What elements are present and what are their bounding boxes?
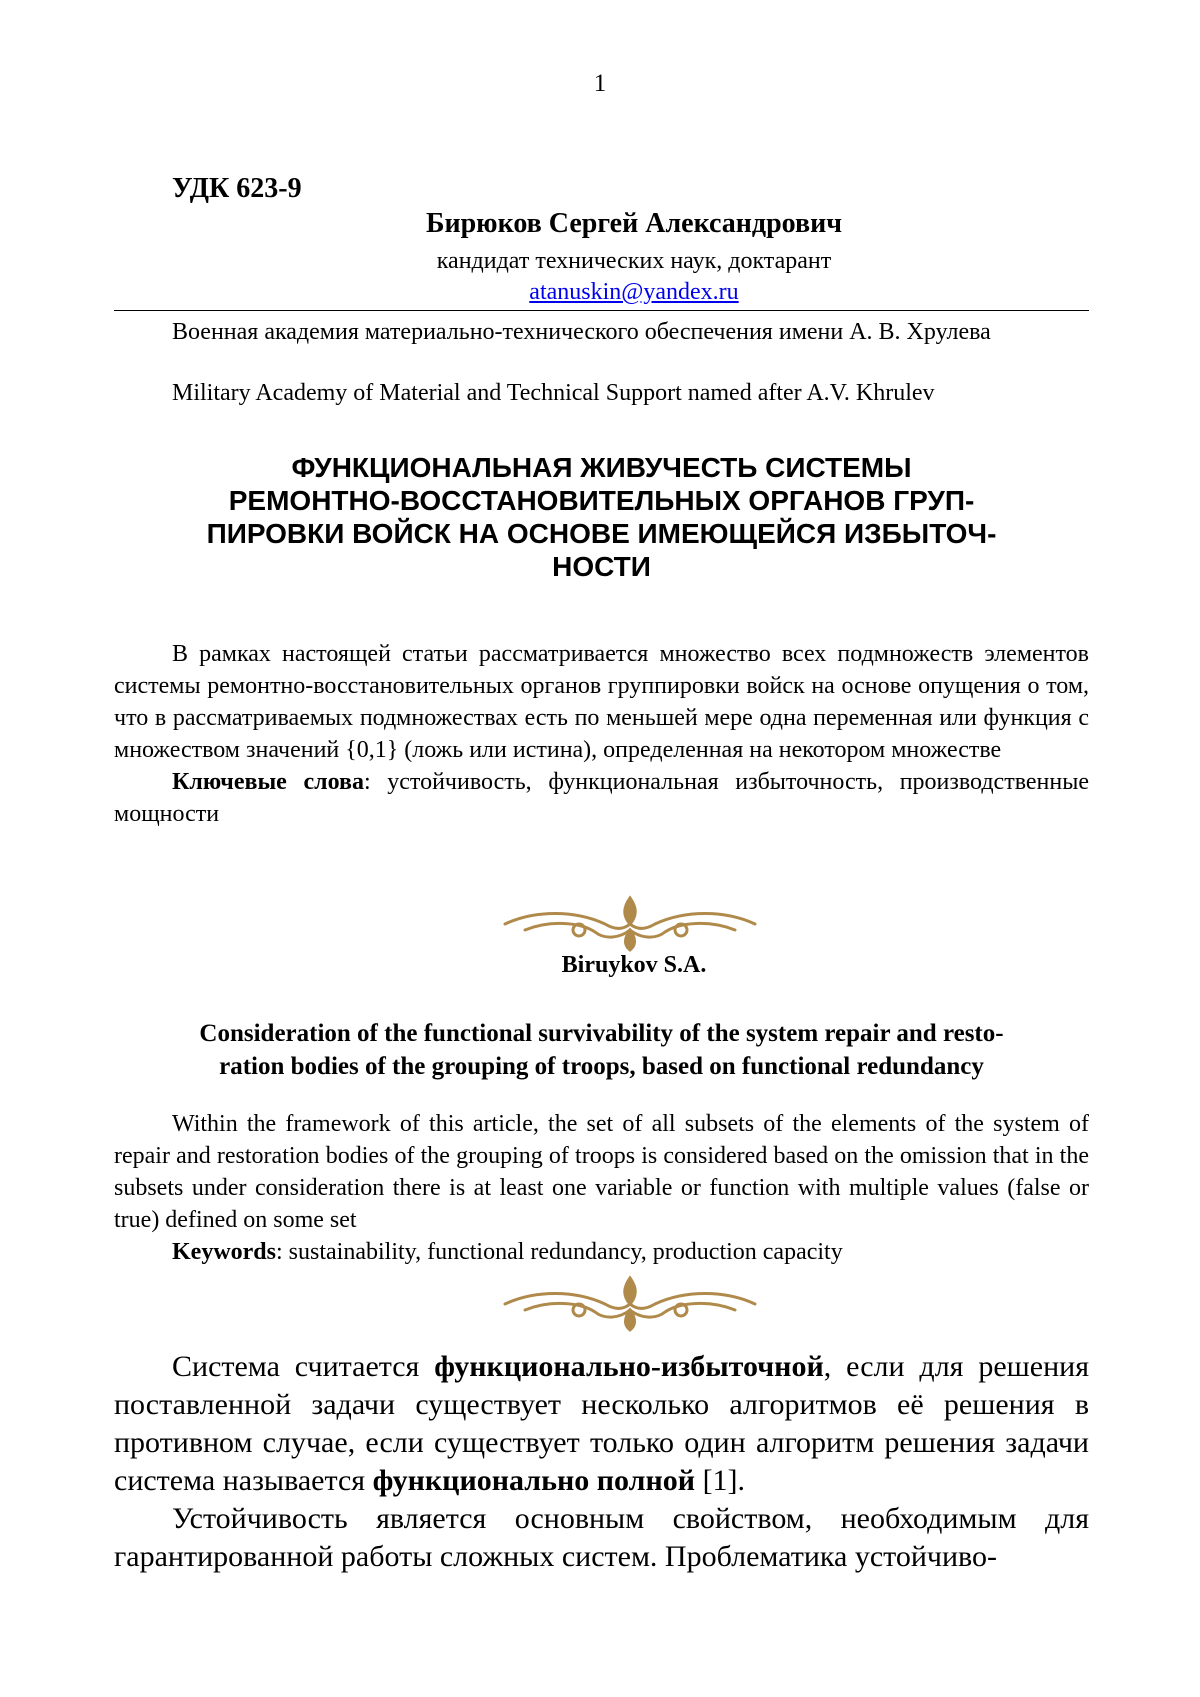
abstract-ru-text: В рамках настоящей статьи рассматривается множество всех подмножеств элементов системы ремонтно-восстановительных органов группировки войск на основе опущения о том, что в рассматриваемых подмножествах есть по меньшей мере одна переменная или функция с множеством значений {0,1} (ложь или истина), определенная на некотором множестве [114, 641, 1089, 763]
keywords-en [114, 1236, 1089, 1268]
affiliation-ru-text: Военная академия материально-технического обеспечения имени А. В. Хрулева [172, 319, 991, 345]
keywords-en-label: Keywords [172, 1239, 276, 1265]
keywords-ru-list: : устойчивость, функциональная избыточность, производственные мощности [114, 769, 1090, 827]
title-en-line: Consideration of the functional survivability of the system repair and resto- [199, 1020, 1004, 1047]
body-paragraph [114, 1348, 1089, 1500]
body-text-span: , если для решения поставленной задачи существует несколько алгоритмов её решения в противном случае, если существует только один алгоритм решения задачи система называется [114, 1350, 1089, 1497]
body-paragraph: Устойчивость является основным свойством, необходимым для гарантированной работы сложных систем. Проблематика устойчиво- [114, 1502, 1089, 1573]
author-name: Бирюков Сергей Александрович [425, 208, 843, 239]
author-email [0, 279, 1200, 306]
author-name-en: Biruykov S.A. [561, 952, 707, 978]
abstract-ru [114, 638, 1089, 830]
title-en-line: ration bodies of the grouping of troops, based on functional redundancy [219, 1053, 984, 1080]
title-ru-line: РЕМОНТНО-ВОССТАНОВИТЕЛЬНЫХ ОРГАНОВ ГРУП- [228, 485, 975, 516]
author-degree: кандидат технических наук, доктарант [436, 248, 832, 274]
email-link[interactable]: atanuskin@yandex.ru [529, 279, 739, 305]
body-text-span: Система считается [172, 1350, 435, 1383]
keywords-ru-label: Ключевые слова [172, 769, 364, 795]
decorative-ornament-icon [495, 1270, 765, 1336]
keywords-en-list: : sustainability, functional redundancy, production capacity [276, 1239, 843, 1265]
abstract-en [114, 1108, 1089, 1268]
header-divider [114, 310, 1089, 311]
affiliation-ru [114, 316, 1089, 348]
article-title-ru [114, 451, 1089, 583]
body-text [114, 1348, 1089, 1576]
citation-ref: [1]. [695, 1464, 746, 1497]
title-ru-line: НОСТИ [552, 551, 651, 582]
udk-code: УДК 623-9 [172, 173, 302, 204]
title-ru-line: ПИРОВКИ ВОЙСК НА ОСНОВЕ ИМЕЮЩЕЙСЯ ИЗБЫТОЧ- [206, 518, 997, 549]
page-number: 1 [593, 70, 607, 97]
term-functional-complete: функционально полной [372, 1464, 696, 1497]
affiliation-en: Military Academy of Material and Technical Support named after A.V. Khrulev [172, 380, 935, 406]
keywords-ru [114, 766, 1089, 830]
term-functional-redundant: функционально-избыточной [434, 1350, 824, 1383]
article-title-en [114, 1017, 1089, 1083]
decorative-ornament-icon [495, 890, 765, 956]
title-ru-line: ФУНКЦИОНАЛЬНАЯ ЖИВУЧЕСТЬ СИСТЕМЫ [291, 452, 912, 483]
abstract-en-text: Within the framework of this article, the set of all subsets of the elements of the system of repair and restoration bodies of the grouping of troops is considered based on the omission that in the subsets under consideration there is at least one variable or function with multiple values (false or true) defined on some set [114, 1111, 1089, 1233]
